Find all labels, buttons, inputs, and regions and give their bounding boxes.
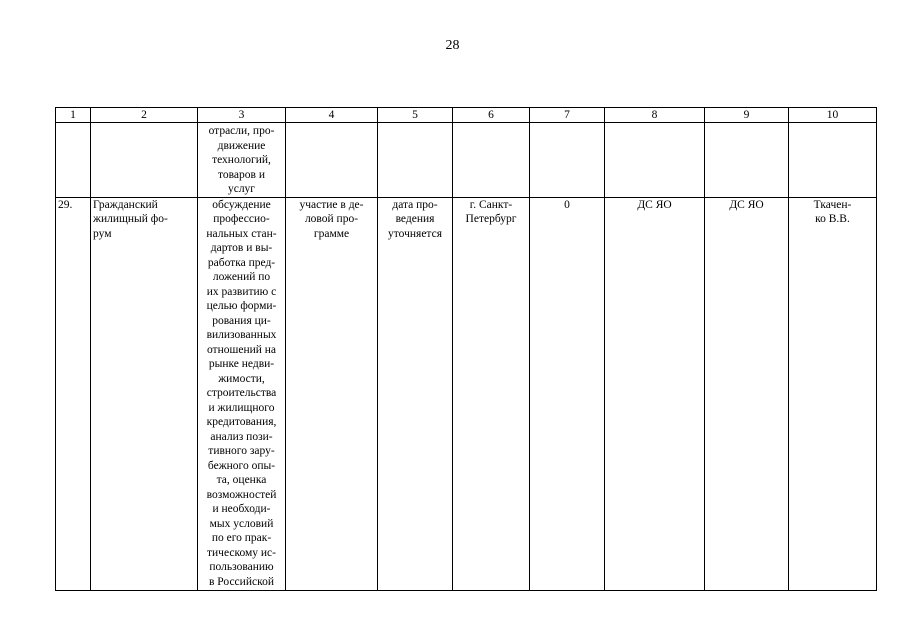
cell-line: нальных стан-: [206, 227, 277, 240]
participation-cell: [286, 197, 378, 590]
cell-line: Ткачен-: [813, 198, 852, 211]
cell-line: грамме: [313, 227, 350, 240]
event-name-cell: [91, 197, 198, 590]
col8-cell: ДС ЯО: [605, 197, 705, 590]
cell-line: работка пред-: [207, 256, 276, 269]
cell-line: дата про-: [392, 198, 438, 211]
cell-line: ведения: [395, 213, 435, 225]
table-cell: [705, 123, 789, 198]
cell-line: рования ци-: [212, 314, 271, 327]
cell-line: мых условий: [209, 517, 274, 530]
cell-line: дартов и вы-: [210, 242, 273, 254]
cell-line: анализ пози-: [210, 430, 273, 443]
cell-line: отношений на: [206, 343, 277, 356]
cell-line: тическому ис-: [207, 546, 276, 559]
cell-line: товаров и: [218, 168, 265, 181]
cell-line: тивного зару-: [208, 445, 275, 457]
cell-line: вилизованных: [206, 329, 277, 341]
cell-line: рынке недви-: [208, 358, 275, 370]
cell-line: движение: [217, 139, 266, 152]
cell-line: ловой про-: [304, 213, 359, 225]
cell-line: услуг: [227, 183, 256, 195]
col7-cell: 0: [530, 197, 605, 590]
table-cell: [605, 123, 705, 198]
header-cell: 4: [286, 108, 378, 123]
table-cell: [56, 123, 91, 198]
cell-line: уточняется: [388, 227, 442, 240]
cell-line: бежного опы-: [207, 459, 276, 472]
cell-line: жилищный фо-: [93, 213, 168, 225]
cell-line: Гражданский: [93, 198, 158, 211]
purpose-cell: [198, 123, 286, 198]
cell-line: кредитования,: [206, 416, 277, 428]
header-cell: 1: [56, 108, 91, 123]
cell-line: возможностей: [206, 488, 277, 501]
cell-line: рум: [93, 227, 112, 240]
cell-line: и необходи-: [212, 503, 271, 515]
col9-cell: ДС ЯО: [705, 197, 789, 590]
cell-line: строительства: [206, 387, 277, 399]
header-cell: 2: [91, 108, 198, 123]
header-cell: 8: [605, 108, 705, 123]
cell-line: их развитию с: [206, 285, 277, 298]
header-cell: 6: [453, 108, 530, 123]
header-cell: 7: [530, 108, 605, 123]
cell-line: пользованию: [209, 561, 274, 573]
cell-line: та, оценка: [216, 474, 267, 486]
date-cell: [378, 197, 453, 590]
table-cell: [91, 123, 198, 198]
responsible-cell: [789, 197, 877, 590]
row-number-cell: 29.: [56, 197, 91, 590]
cell-line: г. Санкт-: [469, 198, 513, 211]
page-number: 28: [445, 38, 460, 53]
cell-line: участие в де-: [299, 198, 364, 211]
header-cell: 10: [789, 108, 877, 123]
table-cell: [530, 123, 605, 198]
cell-line: технологий,: [212, 154, 271, 166]
cell-line: ложений по: [212, 271, 271, 283]
cell-line: и жилищного: [208, 401, 275, 414]
table-cell: [378, 123, 453, 198]
cell-line: по его прак-: [211, 532, 272, 544]
cell-line: профессио-: [213, 213, 270, 225]
header-cell: 3: [198, 108, 286, 123]
cell-line: ко В.В.: [815, 213, 850, 225]
cell-line: жимости,: [218, 372, 265, 385]
cell-line: отрасли, про-: [208, 125, 275, 137]
table-row-continuation: [56, 123, 877, 198]
cell-line: обсуждение: [212, 198, 271, 211]
table-row-29: [56, 197, 877, 590]
purpose-cell: [198, 197, 286, 590]
table-header-row: [56, 108, 877, 123]
table-cell: [789, 123, 877, 198]
table-cell: [453, 123, 530, 198]
header-cell: 9: [705, 108, 789, 123]
table-cell: [286, 123, 378, 198]
header-cell: 5: [378, 108, 453, 123]
cell-line: целью форми-: [206, 300, 277, 312]
place-cell: [453, 197, 530, 590]
cell-line: Петербург: [465, 213, 517, 225]
cell-line: в Российской: [209, 575, 274, 588]
events-table: [55, 107, 877, 591]
